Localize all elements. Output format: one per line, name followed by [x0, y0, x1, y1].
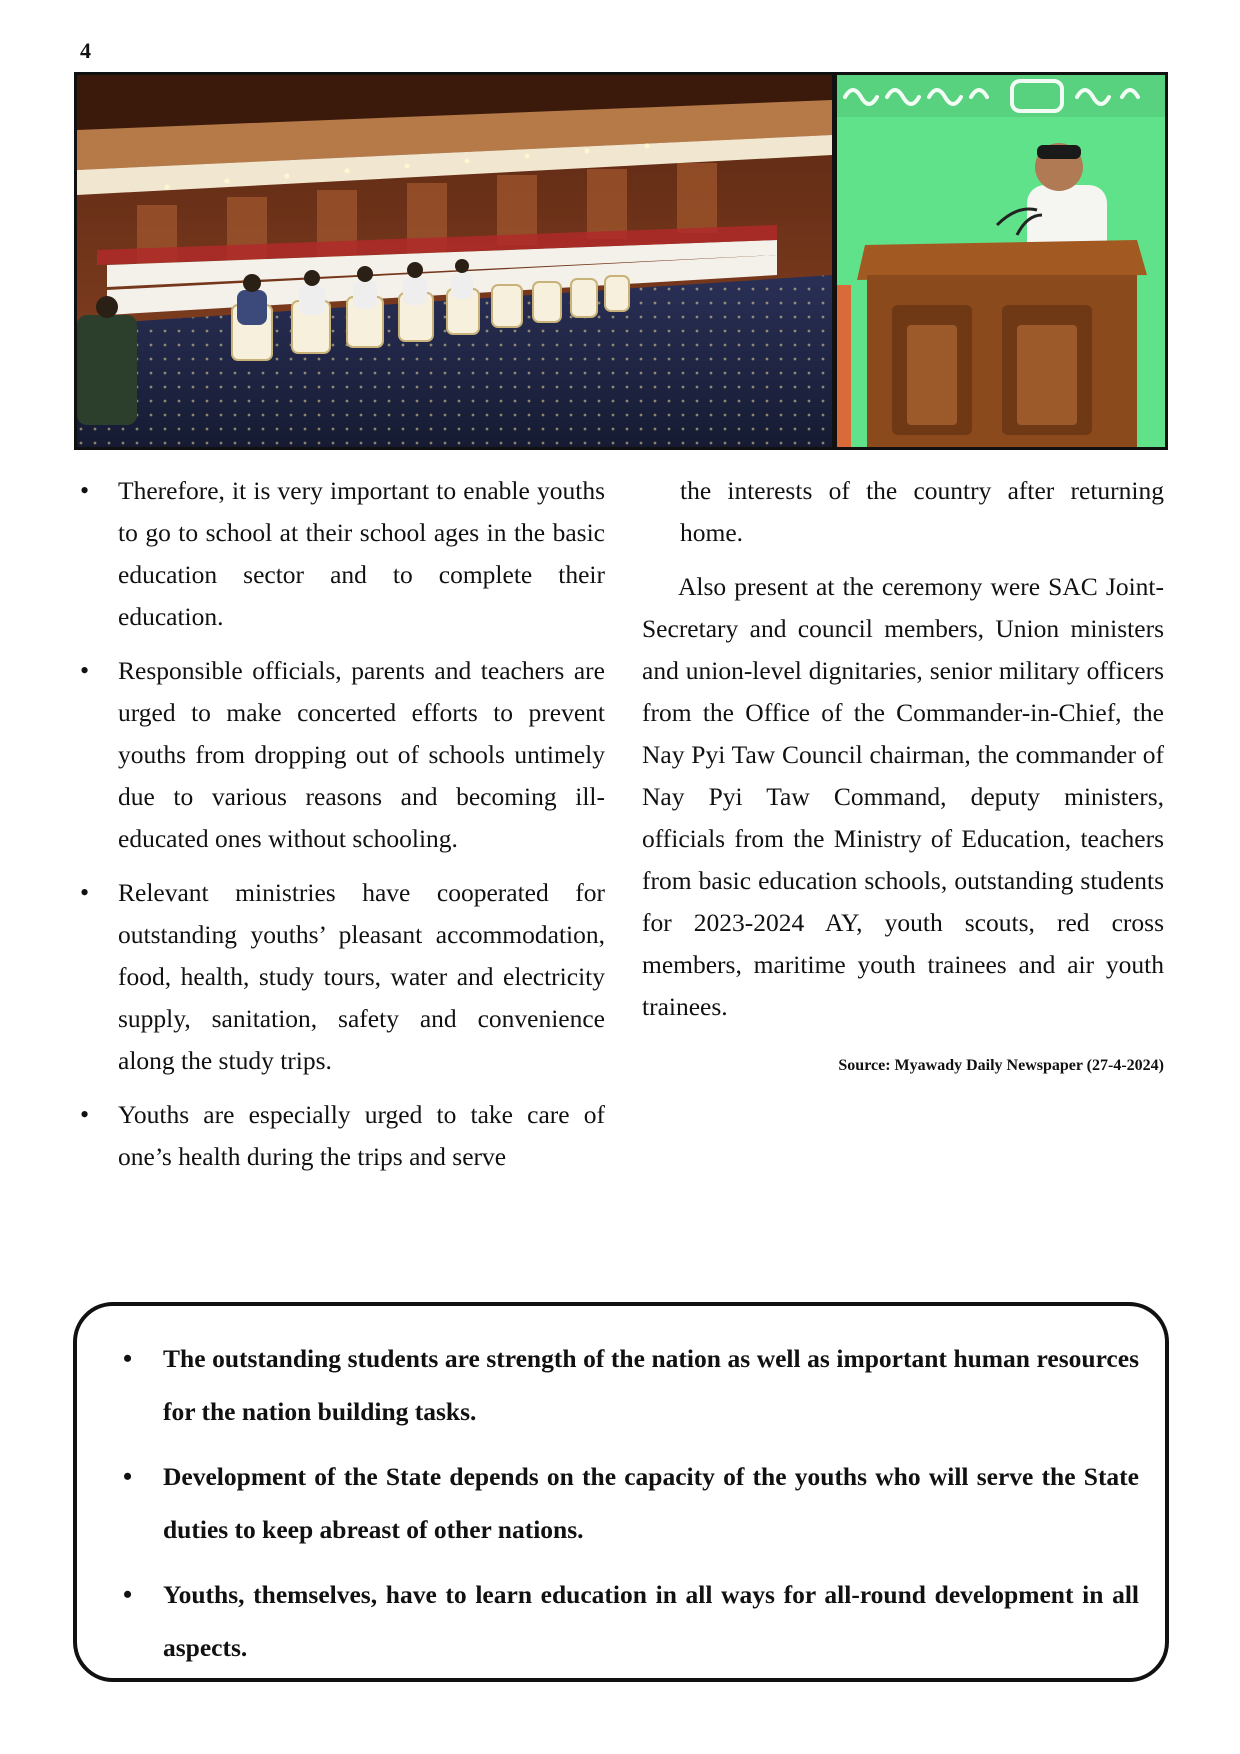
- key-point: • The outstanding students are strength of the nation as well as important human resources for the nation building tasks.: [107, 1332, 1139, 1438]
- speaker-podium-photo: [837, 75, 1165, 447]
- right-column: [642, 470, 1164, 1076]
- list-item: • Responsible officials, parents and teachers are urged to make concerted efforts to prevent youths from dropping out of schools untimely due to various reasons and becoming ill-educated ones without schooling.: [80, 650, 605, 860]
- hall-audience-photo: [77, 75, 832, 447]
- key-points-box: [73, 1302, 1169, 1682]
- list-item: • Relevant ministries have cooperated for outstanding youths’ pleasant accommodation, food, health, study tours, water and electricity supply, sanitation, safety and convenience along the study trips.: [80, 872, 605, 1082]
- left-bullet-list: [80, 470, 605, 1178]
- source-credit: Source: Myawady Daily Newspaper (27-4-2024): [838, 1057, 1164, 1074]
- list-item: • Youths are especially urged to take care of one’s health during the trips and serve: [80, 1094, 605, 1178]
- key-point: • Development of the State depends on the capacity of the youths who will serve the State duties to keep abreast of other nations.: [107, 1450, 1139, 1556]
- attendees-paragraph: Also present at the ceremony were SAC Joint-Secretary and council members, Union ministers and union-level dignitaries, senior military officers from the Office of the Commander-in-Chief, the Nay Pyi Taw Council chairman, the commander of Nay Pyi Taw Command, deputy ministers, officials from the Ministry of Education, teachers from basic education schools, outstanding students for 2023-2024 AY, youth scouts, red cross members, maritime youth trainees and air youth trainees.: [642, 572, 1164, 1021]
- key-points-list: [107, 1332, 1139, 1674]
- list-item: • Therefore, it is very important to enable youths to go to school at their school ages in the basic education sector and to complete their education.: [80, 470, 605, 638]
- continued-bullet-text: the interests of the country after returning home.: [680, 476, 1164, 547]
- photo-strip: [74, 72, 1168, 450]
- page-number: 4: [80, 38, 91, 63]
- left-column: [80, 470, 605, 1190]
- key-point: • Youths, themselves, have to learn education in all ways for all-round development in all aspects.: [107, 1568, 1139, 1674]
